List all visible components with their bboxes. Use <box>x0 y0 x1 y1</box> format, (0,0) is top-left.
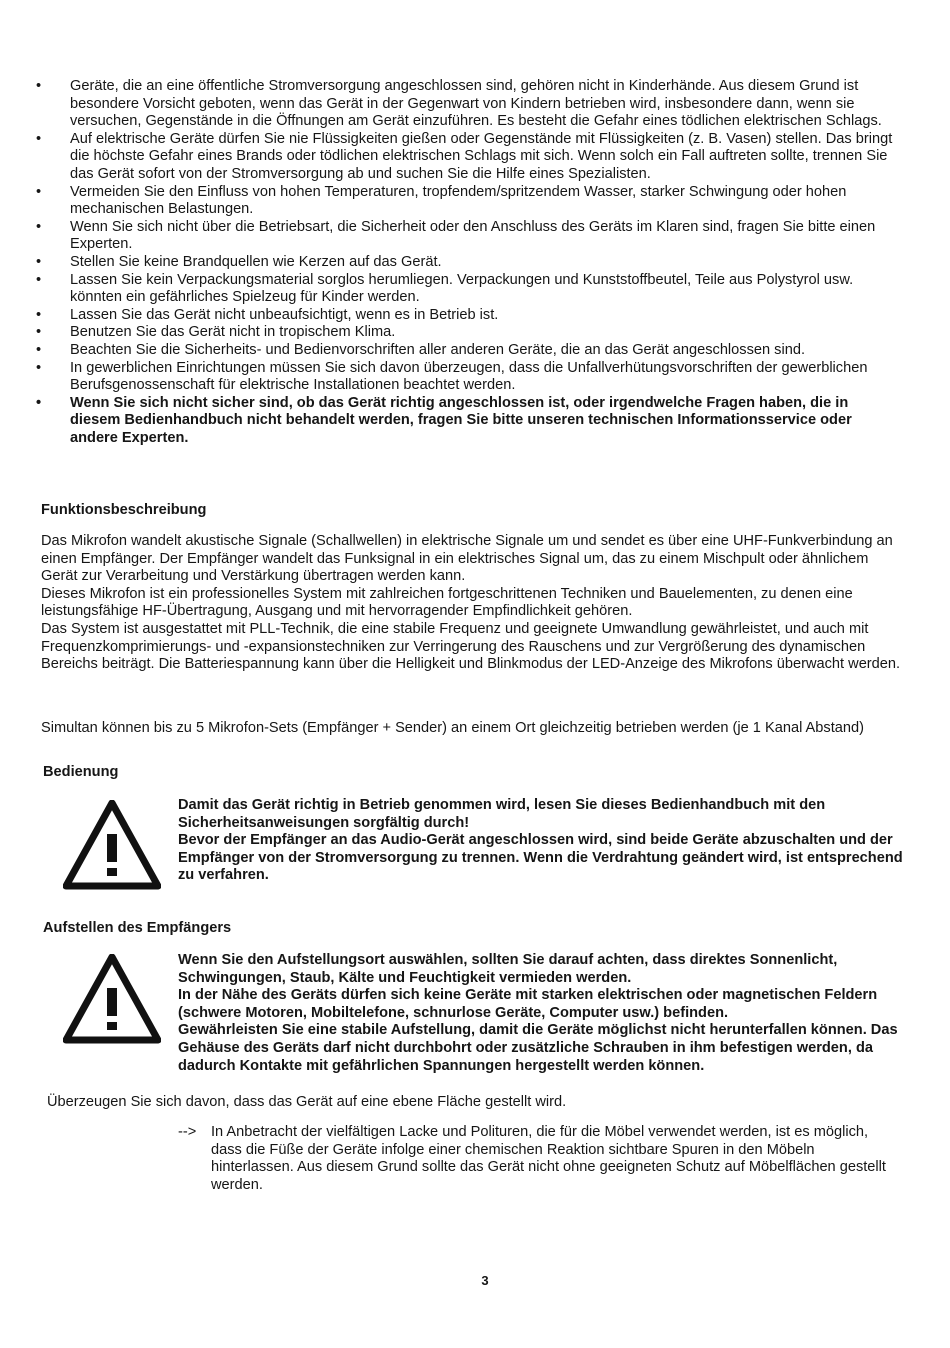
page-number: 3 <box>481 1273 489 1288</box>
bullet-icon: • <box>36 324 42 341</box>
list-item: • Vermeiden Sie den Einfluss von hohen Temperaturen, tropfendem/spritzendem Wasser, starker Schwingung oder hohen mechanischen Belastungen. <box>36 183 847 218</box>
list-item: • Auf elektrische Geräte dürfen Sie nie Flüssigkeiten gießen oder Gegenstände mit Flüssigkeiten (z. B. Vasen) stellen. Das bringt die höchste Gefahr eines Brands oder tödlichen elektrischen Schlags mit sich. Wenn solch ein Fall auftreten sollte, trennen Sie das Gerät sofort von der Stromversorgung ab und suchen Sie die Hilfe eines Spezialisten. <box>36 130 893 182</box>
bullet-icon: • <box>36 253 42 270</box>
bullet-icon: • <box>36 130 42 147</box>
ebene-flaeche-paragraph: Überzeugen Sie sich davon, dass das Gerät auf eine ebene Fläche gestellt wird. <box>47 1094 567 1110</box>
paragraph: Das System ist ausgestattet mit PLL-Technik, die eine stabile Frequenz und geeignete Umwandlung gewährleistet, und auch mit Frequenzkomprimierungs- und -expansionstechniken zur Verringerung des Rauschens und zur Vergrößerung des dynamischen Bereichs beiträgt. Die Batteriespannung kann über die Helligkeit und Blinkmodus der LED-Anzeige des Mikrofons überwacht werden. <box>41 620 901 673</box>
list-item: • Lassen Sie das Gerät nicht unbeaufsichtigt, wenn es in Betrieb ist. <box>36 306 499 323</box>
warning-triangle-icon <box>63 954 161 1044</box>
list-item: • Lassen Sie kein Verpackungsmaterial sorglos herumliegen. Verpackungen und Kunststoffbeutel, Teile aus Polystyrol usw. könnten ein gefährliches Spielzeug für Kinder werden. <box>36 271 854 306</box>
section-heading-funktionsbeschreibung: Funktionsbeschreibung <box>41 502 207 518</box>
section-heading-bedienung: Bedienung <box>43 764 119 780</box>
warning-paragraph: Damit das Gerät richtig in Betrieb genommen wird, lesen Sie dieses Bedienhandbuch mit den Sicherheitsanweisungen sorgfältig durch! <box>178 797 826 831</box>
bullet-icon: • <box>36 359 42 376</box>
list-item-important: • Wenn Sie sich nicht sicher sind, ob das Gerät richtig angeschlossen ist, oder irgendwelche Fragen haben, die in diesem Bedienhandbuch nicht behandelt werden, fragen Sie bitte unseren technischen Informationsservice oder andere Experten. <box>36 394 852 446</box>
list-item: • Geräte, die an eine öffentliche Stromversorgung angeschlossen sind, gehören nicht in Kinderhände. Aus diesem Grund ist besondere Vorsicht geboten, wenn das Gerät in der Gegenwart von Kindern betrieben wird, insbesondere dann, wenn sie versuchen, Gegenstände in die Öffnungen am Gerät einzuführen. Es besteht die Gefahr eines tödlichen elektrischen Schlags. <box>36 78 882 130</box>
warning-paragraph: Bevor der Empfänger an das Audio-Gerät angeschlossen wird, sind beide Geräte abzuschalten und der Empfänger von der Stromversorgung zu trennen. Wenn die Verdrahtung geändert wird, ist entsprechend zu verfahren. <box>178 832 903 884</box>
warning-paragraph: Gewährleisten Sie eine stabile Aufstellung, damit die Geräte möglichst nicht herunterfallen können. Das Gehäuse des Geräts darf nicht durchbohrt oder zusätzliche Schrauben in ihm befestigen werden, da dadurch Kontakte mit gefährlichen Spannungen hergestellt werden können. <box>178 1022 898 1074</box>
list-item: • Benutzen Sie das Gerät nicht in tropischem Klima. <box>36 324 396 341</box>
list-item: • Wenn Sie sich nicht über die Betriebsart, die Sicherheit oder den Anschluss des Geräts im Klaren sind, fragen Sie bitte einen Experten. <box>36 218 876 253</box>
bullet-icon: • <box>36 306 42 323</box>
bullet-icon: • <box>36 271 42 288</box>
bullet-icon: • <box>36 394 42 411</box>
funktion-description <box>41 533 903 674</box>
list-item: • In gewerblichen Einrichtungen müssen Sie sich davon überzeugen, dass die Unfallverhütungsvorschriften der gewerblichen Berufsgenossenschaft für elektrische Installationen beachtet werden. <box>36 359 868 394</box>
warning-paragraph: In der Nähe des Geräts dürfen sich keine Geräte mit starken elektrischen oder magnetischen Feldern (schwere Motoren, Mobiltelefone, schnurlose Geräte, Computer usw.) befinden. <box>178 987 878 1021</box>
list-item: • Beachten Sie die Sicherheits- und Bedienvorschriften aller anderen Geräte, die an das Gerät angeschlossen sind. <box>36 341 805 358</box>
bullet-icon: • <box>36 183 42 200</box>
bullet-icon: • <box>36 78 42 94</box>
safety-bullet-list <box>36 78 902 447</box>
bedienung-warning-text <box>178 797 918 885</box>
paragraph: Das Mikrofon wandelt akustische Signale (Schallwellen) in elektrische Signale um und sendet es über eine UHF-Funkverbindung an einen Empfänger. Der Empfänger wandelt das Funksignal in ein elektrisches Signal um, das zu einem Mischpult oder ähnlichem Gerät zur Verarbeitung und Verstärkung übertragen werden kann. <box>41 533 893 585</box>
warning-triangle-icon <box>63 800 161 890</box>
list-item: • Stellen Sie keine Brandquellen wie Kerzen auf das Gerät. <box>36 253 442 270</box>
aufstellen-warning-text <box>178 952 918 1075</box>
arrow-marker: --> <box>178 1124 197 1140</box>
note-text: In Anbetracht der vielfältigen Lacke und Polituren, die für die Möbel verwendet werden, ist es möglich, dass die Füße der Geräte infolge einer chemischen Reaktion sichtbare Spuren in den Möbeln hinterlassen. Aus diesem Grund sollte das Gerät nicht ohne geeigneten Schutz auf Möbelflächen gestellt werden. <box>211 1124 886 1193</box>
bullet-icon: • <box>36 341 42 358</box>
bullet-icon: • <box>36 218 42 235</box>
section-heading-aufstellen: Aufstellen des Empfängers <box>43 920 232 936</box>
simultan-paragraph: Simultan können bis zu 5 Mikrofon-Sets (Empfänger + Sender) an einem Ort gleichzeitig betrieben werden (je 1 Kanal Abstand) <box>41 720 864 736</box>
warning-paragraph: Wenn Sie den Aufstellungsort auswählen, sollten Sie darauf achten, dass direktes Sonnenlicht, Schwingungen, Staub, Kälte und Feuchtigkeit vermieden werden. <box>178 952 838 986</box>
paragraph: Dieses Mikrofon ist ein professionelles System mit zahlreichen fortgeschrittenen Techniken und Bauelementen, zu denen eine leistungsfähige HF-Übertragung, Ausgang und mit hervorragender Empfindlichkeit gehören. <box>41 585 853 620</box>
